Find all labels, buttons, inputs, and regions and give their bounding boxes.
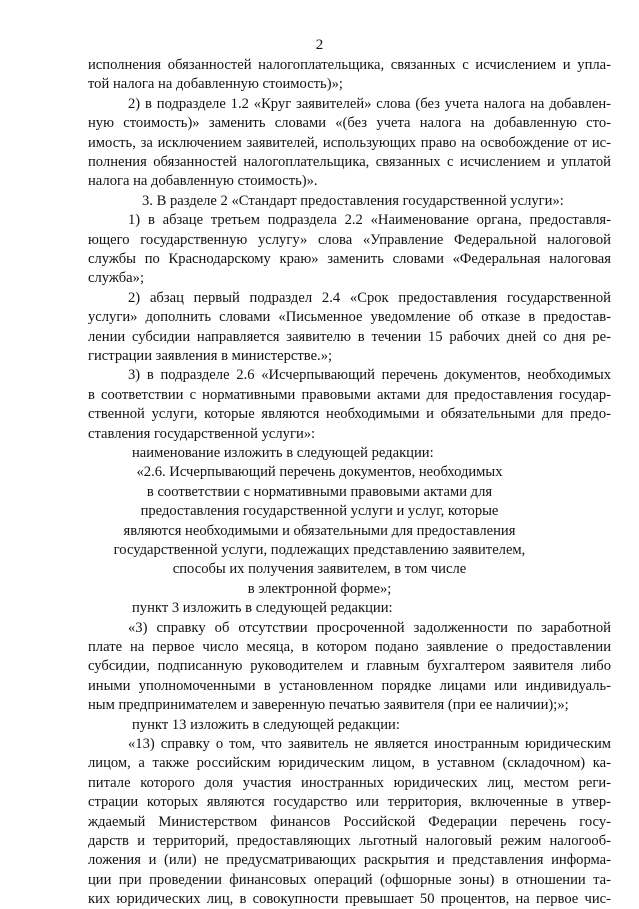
text-line: ную стоимость)» заменить словами «(без учета налога на добавленную сто- — [88, 115, 611, 132]
text-line: плате на первое число месяца, в котором подано заявление о предоставлении — [88, 639, 611, 655]
text-line: 2) абзац первый подраздел 2.4 «Срок предоставления государственной — [128, 289, 611, 306]
text-line: служба»; — [88, 270, 145, 287]
text-line: имость, за исключением заявителей, использующих право на освобождение от ис- — [88, 134, 611, 151]
text-line: питале которого доля участия иностранных юридических лиц, местом реги- — [88, 774, 611, 791]
text-line: способы их получения заявителем, в том числе — [172, 561, 467, 578]
text-line: ставления государственной услуги»: — [88, 425, 316, 442]
text-line: налога на добавленную стоимость)». — [88, 173, 318, 190]
text-line: иными уполномоченными в установленном порядке лицами или индивидуаль- — [88, 677, 611, 694]
text-line: «3) справку об отсутствии просроченной задолженности по заработной — [128, 619, 611, 636]
text-line: ственной услуги, которые являются необходимыми и обязательными для предо- — [88, 406, 611, 423]
text-line: предоставления государственной услуги и услуг, которые — [140, 503, 499, 520]
text-line: 1) в абзаце третьем подраздела 2.2 «Наименование органа, предоставля- — [128, 212, 611, 229]
text-line: государственной услуги, подлежащих представлению заявителем, — [113, 542, 526, 558]
text-line: 3. В разделе 2 «Стандарт предоставления государственной услуги»: — [142, 192, 564, 209]
text-line: ких юридических лиц, в совокупности превышает 50 процентов, на первое чис- — [88, 891, 611, 908]
text-line: услуги» дополнить словами «Письменное уведомление об отказе в предостав- — [88, 309, 611, 326]
text-line: в электронной форме»; — [247, 580, 392, 597]
text-line: «2.6. Исчерпывающий перечень документов, необходимых — [136, 464, 503, 481]
text-line: в соответствии с нормативными правовыми актами для — [146, 483, 493, 500]
text-line: 3) в подразделе 2.6 «Исчерпывающий перечень документов, необходимых — [128, 367, 611, 384]
text-line: лицом, а также российским юридическим лицом, в уставном (складочном) ка- — [88, 755, 611, 772]
page-number: 2 — [315, 37, 324, 53]
text-line: 2) в подразделе 1.2 «Круг заявителей» слова (без учета налога на добавлен- — [128, 95, 611, 112]
text-line: лении субсидии направляется заявителю в течении 15 рабочих дней со дня ре- — [88, 328, 611, 345]
text-line: службы по Краснодарскому краю» заменить словами «Федеральная налоговая — [88, 251, 611, 267]
text-line: ции при проведении финансовых операций (офшорные зоны) в отношении та- — [88, 871, 611, 888]
text-line: полнения обязанностей налогоплательщика, связанных с исчислением и уплатой — [88, 154, 611, 170]
text-line: являются необходимыми и обязательными для предоставления — [123, 522, 516, 539]
text-line: пункт 13 изложить в следующей редакции: — [132, 716, 400, 733]
text-line: ждаемый Министерством финансов Российской Федерации перечень госу- — [88, 813, 611, 830]
text-line: гистрации заявления в министерстве.»; — [88, 348, 333, 364]
text-line: пункт 3 изложить в следующей редакции: — [132, 600, 393, 617]
text-line: страции которых являются государство или территория, включенные в утвер- — [88, 794, 611, 811]
text-line: ложения и (или) не предусматривающих раскрытия и представления информа- — [88, 852, 611, 869]
text-line: в соответствии с нормативными правовыми актами для предоставления государ- — [88, 386, 611, 403]
text-line: «13) справку о том, что заявитель не является иностранным юридическим — [128, 736, 611, 752]
text-line: той налога на добавленную стоимость)»; — [88, 76, 343, 93]
text-line: наименование изложить в следующей редакции: — [132, 445, 434, 461]
text-line: дарств и территорий, предоставляющих льготный налоговый режим налогооб- — [88, 833, 611, 849]
text-line: ным предпринимателем и заверенную печатью заявителя (при ее наличии);»; — [88, 697, 569, 714]
text-line: исполнения обязанностей налогоплательщика, связанных с исчислением и упла- — [88, 57, 611, 73]
text-line: субсидии, подписанную руководителем и главным бухгалтером заявителя либо — [88, 658, 611, 675]
text-line: ющего государственную услугу» слова «Управление Федеральной налоговой — [88, 231, 611, 248]
